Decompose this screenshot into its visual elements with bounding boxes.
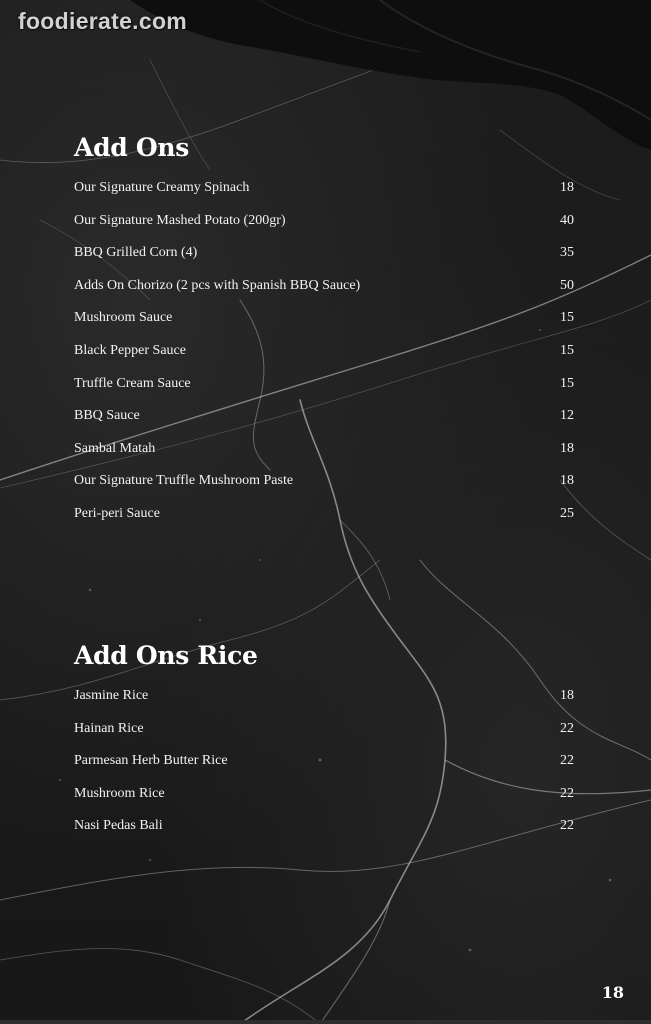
item-name: Hainan Rice bbox=[74, 720, 144, 736]
item-price: 15 bbox=[560, 342, 574, 358]
item-price: 18 bbox=[560, 440, 574, 456]
menu-item bbox=[74, 786, 574, 819]
menu-item bbox=[74, 213, 574, 246]
item-price: 18 bbox=[560, 688, 574, 703]
item-name: Truffle Cream Sauce bbox=[74, 375, 191, 391]
item-name: Our Signature Mashed Potato (200gr) bbox=[74, 212, 286, 228]
menu-item bbox=[74, 818, 574, 851]
page-number: 18 bbox=[601, 983, 624, 1002]
menu-item bbox=[74, 310, 574, 343]
item-price: 15 bbox=[560, 310, 574, 326]
item-price: 50 bbox=[560, 277, 574, 293]
item-name: Sambal Matah bbox=[74, 440, 156, 456]
section-title: Add Ons bbox=[74, 133, 189, 162]
item-name: Jasmine Rice bbox=[74, 688, 149, 703]
item-price: 22 bbox=[560, 818, 574, 834]
item-name: BBQ Grilled Corn (4) bbox=[74, 245, 198, 261]
item-name: Our Signature Truffle Mushroom Paste bbox=[74, 473, 294, 489]
menu-item bbox=[74, 688, 574, 721]
bottom-edge bbox=[0, 1020, 651, 1024]
menu-item bbox=[74, 245, 574, 278]
item-price: 25 bbox=[560, 505, 574, 521]
item-price: 40 bbox=[560, 212, 574, 228]
menu-item bbox=[74, 441, 574, 474]
item-name: Mushroom Sauce bbox=[74, 310, 173, 326]
item-price: 18 bbox=[560, 473, 574, 489]
item-price: 18 bbox=[560, 180, 574, 195]
item-price: 22 bbox=[560, 720, 574, 736]
item-price: 15 bbox=[560, 375, 574, 391]
section-add-ons-rice bbox=[74, 641, 574, 851]
menu-item bbox=[74, 753, 574, 786]
watermark: foodierate.com bbox=[18, 8, 188, 34]
item-name: Peri-peri Sauce bbox=[74, 505, 160, 521]
menu-item bbox=[74, 343, 574, 376]
section-add-ons bbox=[74, 133, 574, 539]
menu-item bbox=[74, 506, 574, 539]
item-name: Our Signature Creamy Spinach bbox=[74, 180, 250, 195]
menu-item bbox=[74, 721, 574, 754]
item-price: 22 bbox=[560, 785, 574, 801]
item-name: Adds On Chorizo (2 pcs with Spanish BBQ Sauce) bbox=[74, 277, 361, 293]
menu-item bbox=[74, 473, 574, 506]
menu-item bbox=[74, 408, 574, 441]
item-price: 35 bbox=[560, 245, 574, 261]
menu-item bbox=[74, 180, 574, 213]
item-name: Black Pepper Sauce bbox=[74, 342, 186, 358]
item-name: Nasi Pedas Bali bbox=[74, 818, 163, 834]
item-price: 22 bbox=[560, 753, 574, 769]
item-name: Parmesan Herb Butter Rice bbox=[74, 753, 228, 769]
menu-item bbox=[74, 278, 574, 311]
menu-item bbox=[74, 376, 574, 409]
item-name: Mushroom Rice bbox=[74, 785, 165, 801]
item-price: 12 bbox=[560, 408, 574, 424]
section-title: Add Ons Rice bbox=[74, 641, 258, 670]
item-name: BBQ Sauce bbox=[74, 408, 140, 424]
